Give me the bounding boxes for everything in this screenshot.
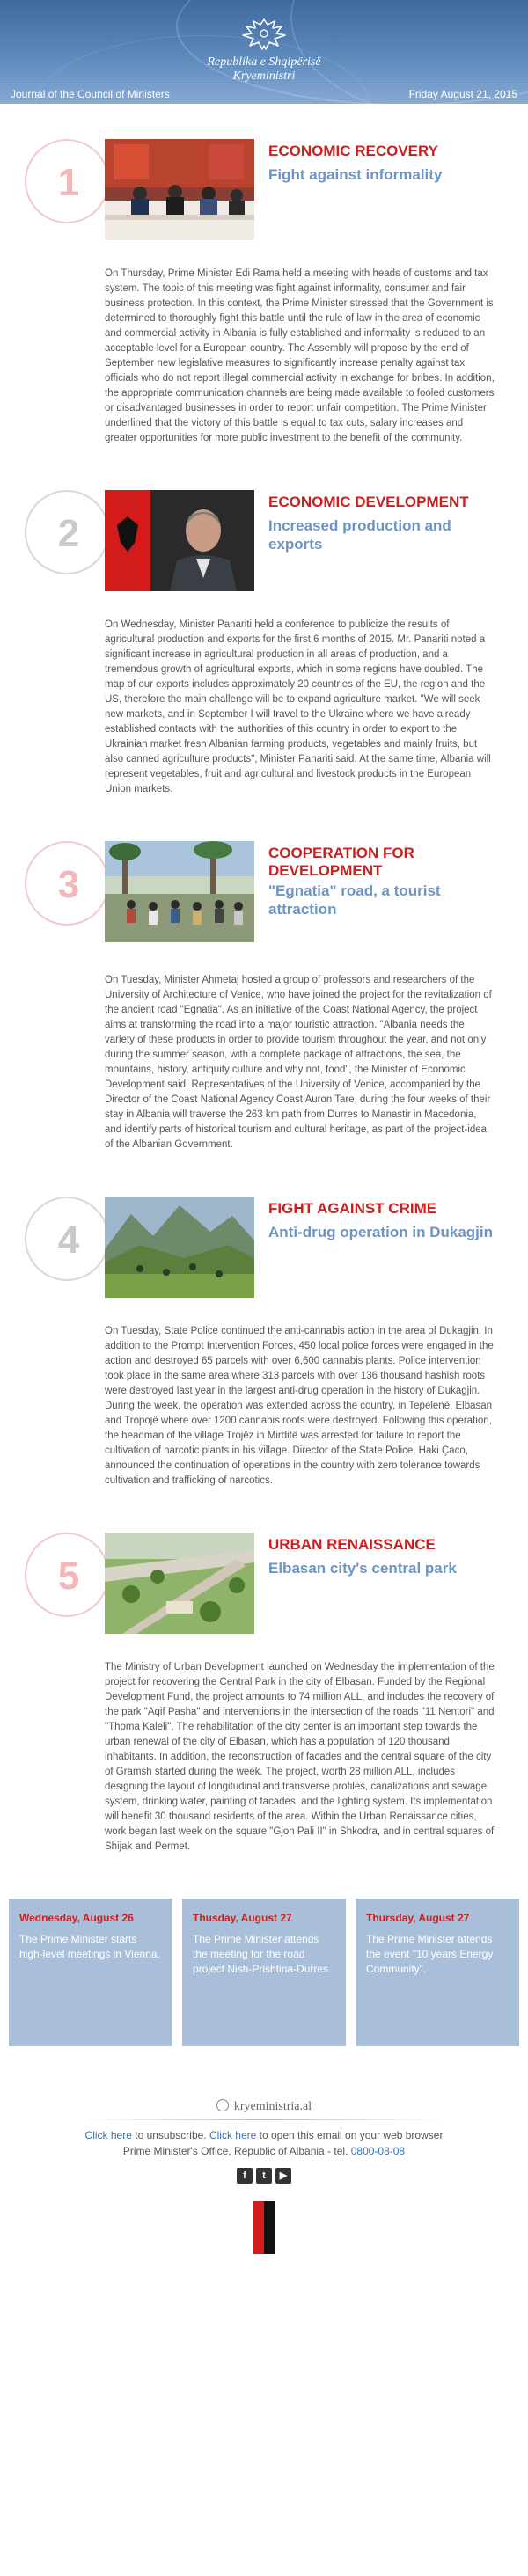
article-subtitle[interactable]: Increased production and exports <box>268 517 451 553</box>
article-subtitle[interactable]: "Egnatia" road, a tourist attraction <box>268 882 441 918</box>
article-category: COOPERATION FOR DEVELOPMENT <box>268 845 414 879</box>
footer-links-line <box>0 2127 528 2143</box>
article-5 <box>0 1524 528 1890</box>
article-category: URBAN RENAISSANCE <box>268 1536 436 1553</box>
event-date: Thusday, August 27 <box>193 1912 292 1924</box>
article-4 <box>0 1188 528 1524</box>
article-image-minister[interactable] <box>105 490 254 591</box>
event-text: The Prime Minister attends the event "10 years Energy Community". <box>366 1933 494 1975</box>
article-1 <box>0 130 528 481</box>
journal-title: Journal of the Council of Ministers <box>11 88 170 100</box>
event-text: The Prime Minister starts high-level meetings in Vienna. <box>19 1933 160 1960</box>
social-links <box>0 2168 528 2184</box>
article-number-circle <box>25 841 109 926</box>
phone-link[interactable]: 0800-08-08 <box>350 2145 406 2157</box>
articles-list <box>0 104 528 1890</box>
article-number: 5 <box>57 1555 80 1598</box>
article-image-meeting[interactable] <box>105 139 254 240</box>
footer-office-line <box>0 2143 528 2159</box>
event-card[interactable] <box>182 1899 346 2046</box>
browser-text: to open this email on your web browser <box>256 2129 444 2141</box>
article-body: On Thursday, Prime Minister Edi Rama held a meeting with heads of customs and tax system. The topic of this meeting was fight against informality, consumer and fair business protection. In this context, the Prime Minister stressed that the Government is determined to thoroughly fight this battle until the rule of law in the area of economic and commercial activity in Albania is fully established and informality is reduced to an acceptable level for a European country. The Assembly will propose by the end of September new legislative measures to significantly increase penalty against tax officials who do not report illegal commercial activity in exchange for bribes. In addition, the appropriate communication channels are being made available to fooled customers or disadvantaged businesses in order to report unfair competition. The Prime Minister underlined that the victory of this battle is equal to tax cuts, salary increases and greater opportunities for more public investment to the benefit of the community. <box>105 268 495 443</box>
twitter-icon[interactable]: t <box>256 2168 272 2184</box>
open-in-browser-link[interactable]: Click here <box>209 2129 257 2141</box>
event-date: Wednesday, August 26 <box>19 1912 134 1924</box>
article-2 <box>0 481 528 832</box>
office-text: Prime Minister's Office, Republic of Albania - tel. <box>122 2145 351 2157</box>
article-body: On Tuesday, Minister Ahmetaj hosted a group of professors and researchers of the University of Architecture of Venice, who have joined the project for the revitalization of the ancient road "Egnatia". As an initiative of the Coast National Agency, the project aims at transforming the road into a major touristic attraction. "Albania needs the variety of these products in order to provide tourism throughout the year, and not only during the summer season, with a complete package of attractions, the sea, the mountains, history, antiquity culture and why not, food", the Minister of Economic Development said. Representatives of the University of Venice, accompanied by the Director of the Coast National Agency Coast Auron Tare, during the four weeks of their stay in Albania will traverse the 263 km path from Durres to Manastir in Macedonia, and identify parts of historical tourism and cultural heritage, as part of the project-idea of the Albanian Government. <box>105 975 492 1150</box>
facebook-icon[interactable]: f <box>237 2168 253 2184</box>
issue-date: Friday August 21, 2015 <box>408 88 517 100</box>
event-text: The Prime Minister attends the meeting for the road project Nish-Prishtina-Durres. <box>193 1933 332 1975</box>
unsubscribe-text: to unsubscribe. <box>131 2129 209 2141</box>
footer <box>0 2046 528 2254</box>
site-name: kryeministria.al <box>233 2100 312 2113</box>
article-number-circle <box>25 139 109 223</box>
header-meta-bar <box>0 84 528 104</box>
globe-icon <box>216 2099 229 2111</box>
article-body: On Tuesday, State Police continued the anti-cannabis action in the area of Dukagjin. In addition to the Prompt Intervention Forces, 450 local police forces were engaged in the action and destroyed 65 parcels with over 6,600 cannabis plants. Police intervention took place in the same area where 313 parcels with over 136 thousand hashish roots were destroyed last year in the largest anti-drug operation in the history of Dukagjin. During the week, the operation was extended across the country, in Tepelenë, Elbasan and Tropojë where over 1200 cannabis roots were destroyed. Following this operation, the headman of the village Trojëz in Mirditë was arrested for failure to report the cultivation of narcotic plants in his village. Director of the State Police, Haki Çaco, announced the continuation of operations in the country with zero tolerance towards cultivation and trafficking of narcotics. <box>105 1326 494 1486</box>
youtube-icon[interactable]: ▶ <box>275 2168 291 2184</box>
flag-black-stripe <box>264 2201 275 2254</box>
event-card[interactable] <box>9 1899 172 2046</box>
article-subtitle[interactable]: Fight against informality <box>268 166 443 183</box>
article-image-park-rendering[interactable] <box>105 1533 254 1634</box>
brand-logotype <box>0 55 528 84</box>
article-subtitle[interactable]: Elbasan city's central park <box>268 1560 457 1577</box>
event-date: Thursday, August 27 <box>366 1912 470 1924</box>
article-image-mountain-field[interactable] <box>105 1197 254 1298</box>
footer-divider <box>79 2119 449 2120</box>
article-3 <box>0 832 528 1188</box>
article-number-circle <box>25 1533 109 1617</box>
article-number-circle <box>25 490 109 574</box>
upcoming-events <box>0 1899 528 2046</box>
article-number: 3 <box>57 863 80 906</box>
article-body: On Wednesday, Minister Panariti held a conference to publicize the results of agricultural production and exports for the first 6 months of 2015. Mr. Panariti noted a significant increase in agricultural production in all areas of production, and a tremendous growth of agricultural exports, which in some regions have doubled. The map of our exports includes approximately 20 countries of the EU, the region and the US, therefore the main challenge will be to expand agriculture market. "We will seek new markets, and in September I will travel to the Ukraine where we have already established contacts with the authorities of this country in order to export to the Ukrainian market fresh Albanian farming products, vegetables and mainly fruits, but also canned agriculture products", Minister Panariti said. At the same time, Albania will represent vegetables, fruit and agricultural and livestock products in the European Union markets. <box>105 619 491 794</box>
footer-site[interactable] <box>0 2099 528 2114</box>
brand-line-2: Kryeministri <box>232 70 296 83</box>
article-number-circle <box>25 1197 109 1281</box>
brand-line-1: Republika e Shqipërisë <box>207 55 321 69</box>
flag-stripe <box>253 2201 275 2254</box>
flag-red-stripe <box>253 2201 264 2254</box>
article-subtitle[interactable]: Anti-drug operation in Dukagjin <box>268 1224 493 1240</box>
header-banner <box>0 0 528 104</box>
article-category: ECONOMIC DEVELOPMENT <box>268 494 469 510</box>
article-image-outdoor-group[interactable] <box>105 841 254 942</box>
article-body: The Ministry of Urban Development launched on Wednesday the implementation of the project for recovering the Central Park in the city of Elbasan. Funded by the Regional Development Fund, the project amounts to 74 million ALL, and includes the recovery of the park "Aqif Pasha" and interventions in the intersection of the roads "11 Nentori" and "Thoma Kaleli". The rehabilitation of the city center is an important step towards the urban renewal of the city of Elbasan, which has a population of 120 thousand inhabitants. In addition, the reconstruction of facades and the central square of the city of Gramsh started during the week. The project, worth 28 million ALL, includes designing the layout of longitudinal and transverse profiles, canalizations and sewage system, drinking water, painting of facades, and the lighting system. Its implementation will benefit 30 thousand residents of the area. Within the Urban Renaissance cities, work began last week on the square "Gjon Pali II" in Shkodra, and in central squares of Shijak and Permet. <box>105 1662 495 1852</box>
unsubscribe-link[interactable]: Click here <box>84 2129 132 2141</box>
article-category: FIGHT AGAINST CRIME <box>268 1200 437 1217</box>
article-number: 1 <box>57 161 80 204</box>
article-category: ECONOMIC RECOVERY <box>268 143 439 159</box>
article-number: 4 <box>57 1218 80 1262</box>
double-eagle-emblem-icon <box>236 16 292 53</box>
event-card[interactable] <box>356 1899 519 2046</box>
article-number: 2 <box>57 512 80 555</box>
